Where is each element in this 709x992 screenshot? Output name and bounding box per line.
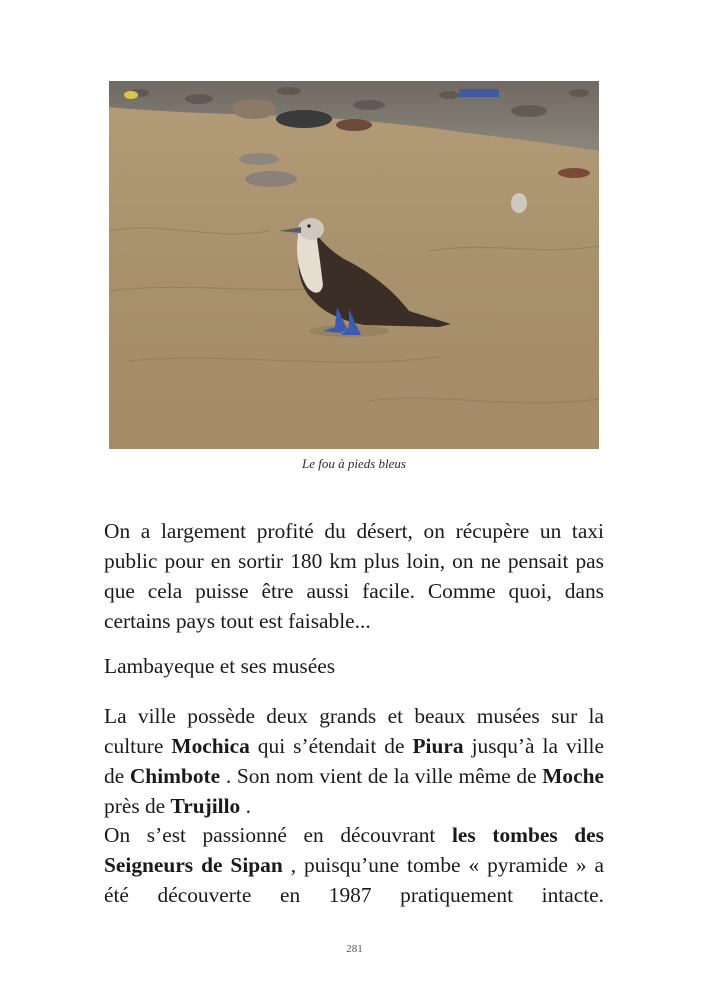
text-segment: La ville possède deux grands et beaux musées sur la culture — [104, 704, 604, 758]
blue-footed-booby-photo — [109, 81, 599, 449]
bold-term-chimbote: Chimbote — [129, 764, 221, 788]
text-segment: près de — [104, 794, 171, 818]
page-number: 281 — [346, 943, 363, 955]
text-segment: On s’est passionné en découvrant — [104, 823, 452, 847]
paragraph-sipan — [104, 820, 604, 910]
bold-term-piura: Piura — [412, 734, 464, 758]
text-segment: , puisqu’une tombe « pyramide » a été découverte en 1987 pratiquement intacte. — [104, 853, 604, 907]
text-segment: . — [240, 794, 251, 818]
bold-term-mochica: Mochica — [171, 734, 250, 758]
bold-term-moche: Moche — [542, 764, 604, 788]
section-heading: Lambayeque et ses musées — [104, 654, 336, 678]
text-segment: qui s’étendait de — [249, 734, 413, 758]
paragraph-museums — [104, 701, 604, 821]
text-segment: jusqu’à la ville de — [104, 734, 604, 788]
bold-term-trujillo: Trujillo — [170, 794, 241, 818]
photo-caption: Le fou à pieds bleus — [302, 456, 406, 471]
text-segment: . Son nom vient de la ville même de — [220, 764, 543, 788]
paragraph-desert: On a largement profité du désert, on récupère un taxi public pour en sortir 180 km plus loin, on ne pensait pas que cela puisse être aussi facile. Comme quoi, dans certains pays tout est faisable... — [104, 519, 604, 633]
bold-term-sipan-tombs: les tombes des Seigneurs de Sipan — [104, 823, 604, 877]
